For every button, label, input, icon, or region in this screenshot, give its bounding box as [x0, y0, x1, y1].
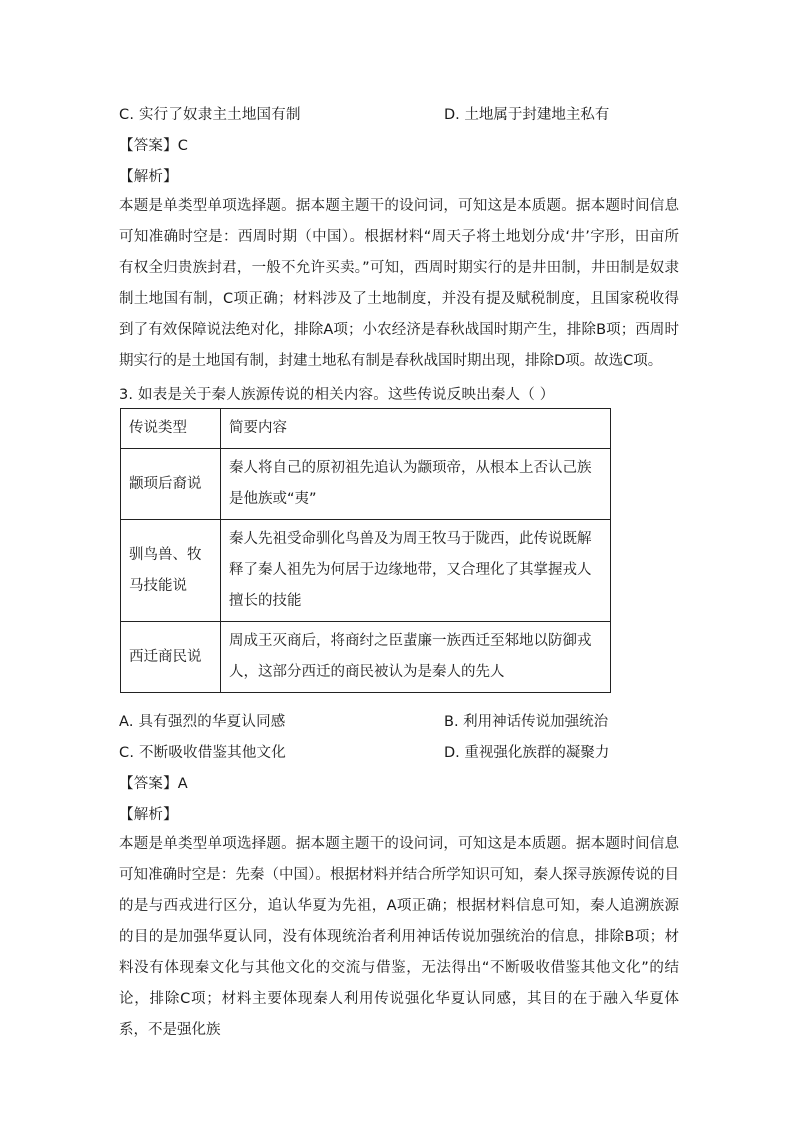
- q2-option-c: C. 实行了奴隶主土地国有制: [119, 107, 301, 123]
- q2-answer: 【答案】C: [119, 138, 189, 154]
- table-cell-content: 秦人先祖受命驯化鸟兽及为周王牧马于陇西，此传说既解释了秦人祖先为何居于边缘地带，又合理化了其掌握戎人擅长的技能: [221, 520, 611, 622]
- table-cell-type: 颛顼后裔说: [121, 449, 221, 520]
- table-cell-type: 驯鸟兽、牧马技能说: [121, 520, 221, 622]
- q3-answer: 【答案】A: [119, 776, 188, 792]
- table-header-row: [121, 409, 611, 449]
- q2-option-d: D. 土地属于封建地主私有: [444, 107, 610, 123]
- q3-option-b: B. 利用神话传说加强统治: [444, 714, 609, 730]
- table-cell-content: 周成王灭商后，将商纣之臣蜚廉一族西迁至邾地以防御戎人，这部分西迁的商民被认为是秦人的先人: [221, 622, 611, 693]
- table-cell-type: 西迁商民说: [121, 622, 221, 693]
- table-row: [121, 520, 611, 622]
- q3-stem: 3. 如表是关于秦人族源传说的相关内容。这些传说反映出秦人（ ）: [119, 387, 555, 403]
- table-row: [121, 622, 611, 693]
- table-header-cell: 简要内容: [221, 409, 611, 449]
- q3-legend-table: [120, 408, 611, 693]
- table-cell-content: 秦人将自己的原初祖先追认为颛顼帝，从根本上否认己族是他族或“夷”: [221, 449, 611, 520]
- q2-analysis-text: 本题是单类型单项选择题。据本题主题干的设问词，可知这是本质题。据本题时间信息可知准确时空是：西周时期（中国）。根据材料“周天子将土地划分成‘井’字形，田亩所有权全归贵族封君，一般不允许买卖。”可知，西周时期实行的是井田制，井田制是奴隶制土地国有制，C项正确；材料涉及了土地制度，并没有提及赋税制度，且国家税收得到了有效保障说法绝对化，排除A项；小农经济是春秋战国时期产生，排除B项；西周时期实行的是土地国有制，封建土地私有制是春秋战国时期出现，排除D项。故选C项。: [119, 198, 679, 369]
- q3-analysis-text: 本题是单类型单项选择题。据本题主题干的设问词，可知这是本质题。据本题时间信息可知准确时空是：先秦（中国）。根据材料并结合所学知识可知，秦人探寻族源传说的目的是与西戎进行区分，追认华夏为先祖，A项正确；根据材料信息可知，秦人追溯族源的目的是加强华夏认同，没有体现统治者利用神话传说加强统治的信息，排除B项；材料没有体现秦文化与其他文化的交流与借鉴，无法得出“不断吸收借鉴其他文化”的结论，排除C项；材料主要体现秦人利用传说强化华夏认同感，其目的在于融入华夏体系，不是强化族: [119, 836, 679, 1038]
- table-header-cell: 传说类型: [121, 409, 221, 449]
- q2-analysis-heading: 【解析】: [119, 169, 178, 185]
- q3-option-c: C. 不断吸收借鉴其他文化: [119, 745, 286, 761]
- table-row: [121, 449, 611, 520]
- q3-option-d: D. 重视强化族群的凝聚力: [444, 745, 610, 761]
- q3-option-a: A. 具有强烈的华夏认同感: [119, 714, 286, 730]
- q3-analysis-heading: 【解析】: [119, 807, 178, 823]
